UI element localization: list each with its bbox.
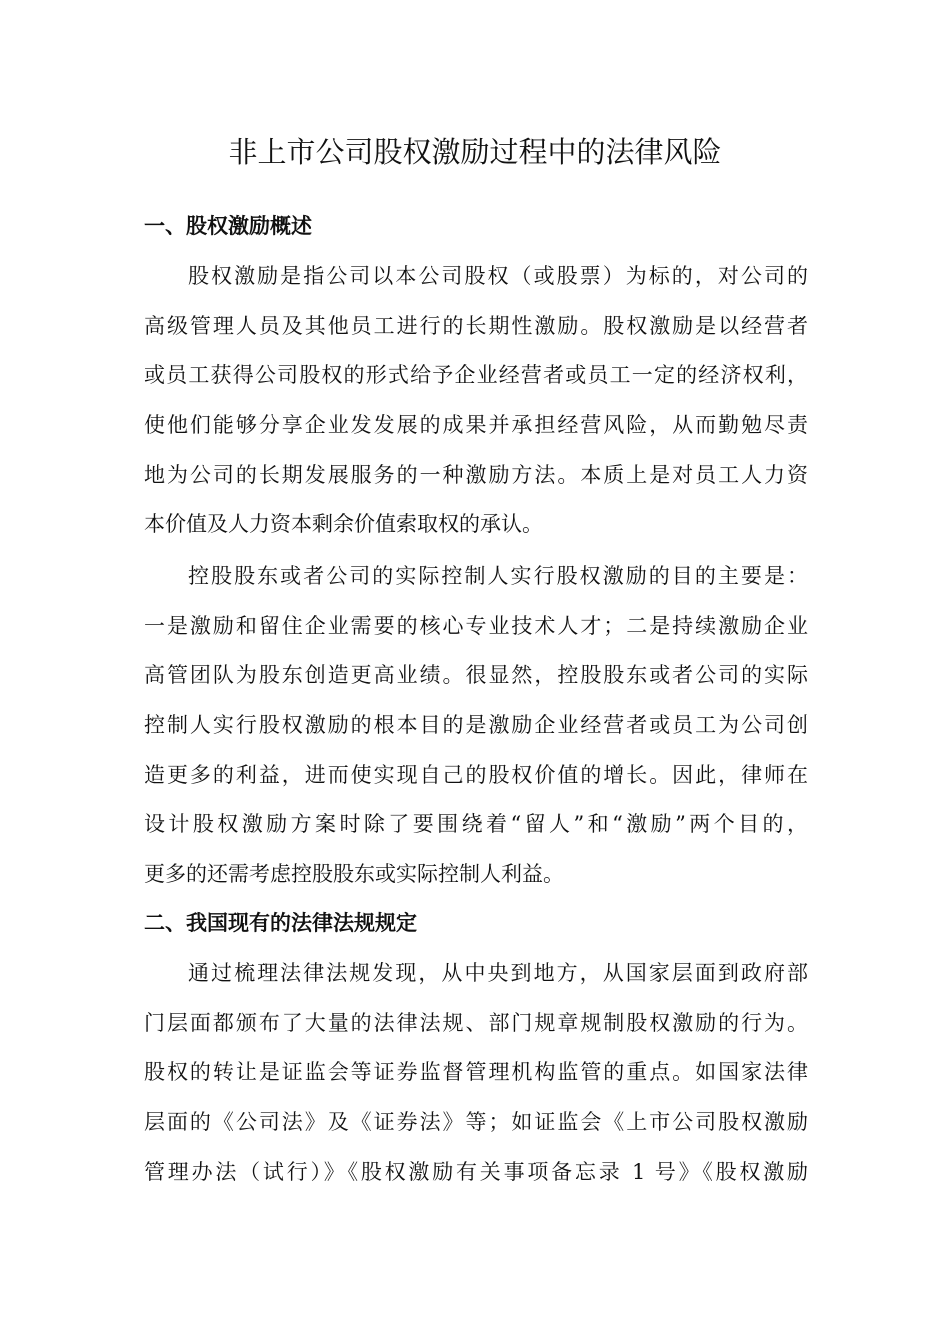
paragraph-line: 控制人实行股权激励的根本目的是激励企业经营者或员工为公司创	[144, 713, 808, 738]
paragraph-line: 更多的还需考虑控股股东或实际控制人利益。	[144, 862, 564, 887]
paragraph-overview-definition	[144, 252, 808, 550]
paragraph-line: 使他们能够分享企业发发展的成果并承担经营风险，从而勤勉尽责	[144, 413, 808, 438]
paragraph-line: 股权激励是指公司以本公司股权（或股票）为标的，对公司的	[188, 264, 808, 288]
paragraph-overview-purpose	[144, 552, 808, 900]
paragraph-regulations	[144, 949, 808, 1197]
paragraph-line: 造更多的利益，进而使实现自己的股权价值的增长。因此，律师在	[144, 762, 808, 787]
paragraph-line: 高管团队为股东创造更高业绩。很显然，控股股东或者公司的实际	[144, 663, 808, 688]
paragraph-line: 门层面都颁布了大量的法律法规、部门规章规制股权激励的行为。	[144, 1010, 808, 1035]
paragraph-line: 通过梳理法律法规发现，从中央到地方，从国家层面到政府部	[188, 961, 808, 985]
paragraph-line: 管理办法（试行）》《股权激励有关事项备忘录 1 号》《股权激励	[144, 1159, 808, 1184]
paragraph-line: 或员工获得公司股权的形式给予企业经营者或员工一定的经济权利，	[144, 363, 808, 388]
paragraph-line: 控股股东或者公司的实际控制人实行股权激励的目的主要是：	[188, 564, 808, 588]
paragraph-line: 一是激励和留住企业需要的核心专业技术人才；二是持续激励企业	[144, 613, 808, 638]
paragraph-line: 股权的转让是证监会等证券监督管理机构监管的重点。如国家法律	[144, 1060, 808, 1085]
paragraph-line: 层面的《公司法》及《证券法》等；如证监会《上市公司股权激励	[144, 1110, 808, 1135]
paragraph-line: 高级管理人员及其他员工进行的长期性激励。股权激励是以经营者	[144, 313, 808, 338]
section-heading-overview: 一、股权激励概述	[144, 214, 312, 238]
document-title: 非上市公司股权激励过程中的法律风险	[228, 135, 722, 169]
section-heading-regulations: 二、我国现有的法律法规规定	[144, 911, 417, 935]
paragraph-line: 设计股权激励方案时除了要围绕着“留人”和“激励”两个目的，	[144, 812, 808, 837]
paragraph-line: 本价值及人力资本剩余价值索取权的承认。	[144, 512, 543, 537]
paragraph-line: 地为公司的长期发展服务的一种激励方法。本质上是对员工人力资	[144, 462, 808, 487]
